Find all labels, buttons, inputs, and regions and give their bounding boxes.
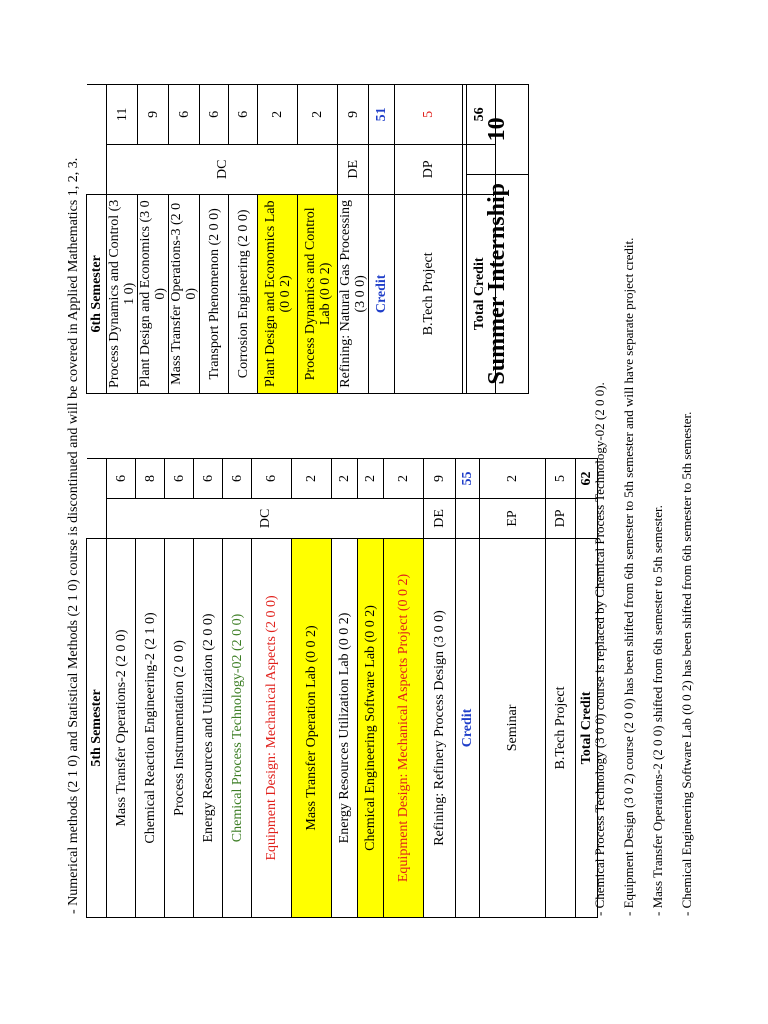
sem5-btech-type: DP — [546, 498, 576, 538]
sem5-credit: 2 — [384, 459, 424, 499]
notes-list — [585, 238, 701, 916]
sem5-course: Refining: Refinery Process Design (3 0 0) — [424, 538, 456, 917]
sem6-header: 6th Semester — [87, 194, 107, 393]
sem5-course: Chemical Process Technology-02 (2 0 0) — [223, 538, 252, 917]
sem6-course: Process Dynamics and Control (3 1 0) — [107, 194, 138, 393]
sem6-credit: 11 — [107, 85, 138, 145]
sem5-header: 5th Semester — [87, 538, 107, 917]
sem5-course: Mass Transfer Operations-2 (2 0 0) — [107, 538, 136, 917]
sem5-credit: 2 — [358, 459, 384, 499]
sem5-dc: DC — [107, 498, 424, 538]
sem5-course: Mass Transfer Operation Lab (0 0 2) — [292, 538, 332, 917]
sem6-course: Process Dynamics and Control Lab (0 0 2) — [298, 194, 338, 393]
sem6-btech-type: DP — [395, 144, 463, 194]
sem6-course: Mass Transfer Operations-3 (2 0 0) — [169, 194, 200, 393]
sem5-total-label: Total Credit — [576, 538, 598, 917]
sem6-course: Corrosion Engineering (2 0 0) — [229, 194, 258, 393]
sem5-credit-label: Credit — [456, 538, 480, 917]
sem6-credit: 2 — [258, 85, 298, 145]
internship-credit: 10 — [467, 85, 529, 175]
note-item: - Equipment Design (3 0 2) course (2 0 0) has been shifted from 6th semester to 5th semester and will have separate project credit. — [621, 237, 636, 916]
sem5-credit: 2 — [292, 459, 332, 499]
sem6-credit-value: 51 — [369, 85, 395, 145]
sem6-dc: DC — [107, 144, 338, 194]
sem5-credit: 6 — [252, 459, 292, 499]
sem6-total-label: Total Credit — [463, 194, 496, 393]
sem5-credit: 9 — [424, 459, 456, 499]
sem6-type: DE — [338, 144, 369, 194]
top-note: - Numerical methods (2 1 0) and Statistical Methods (2 1 0) course is discontinued and will be covered in Applied Mathematics 1, 2, 3. — [66, 157, 81, 914]
sem6-course: Refining: Natural Gas Processing (3 0 0) — [338, 194, 369, 393]
sem5-credit: 6 — [165, 459, 194, 499]
sem6-credit: 6 — [229, 85, 258, 145]
sem6-btech-credit: 5 — [395, 85, 463, 145]
sem6-credit-label: Credit — [369, 194, 395, 393]
note-item: - Mass Transfer Operations-2 (2 0 0) shifted from 6th semester to 5th semester. — [650, 505, 665, 916]
internship-label: Summer Internship — [467, 174, 529, 393]
internship-box — [466, 84, 529, 394]
sem5-course: Equipment Design: Mechanical Aspects Project (0 0 2) — [384, 538, 424, 917]
sem6-btech: B.Tech Project — [395, 194, 463, 393]
sem5-seminar: Seminar — [480, 538, 546, 917]
sem6-total-value: 56 — [463, 85, 496, 145]
sem5-seminar-type: EP — [480, 498, 546, 538]
sem6-credit: 6 — [169, 85, 200, 145]
sem6-course: Plant Design and Economics Lab (0 0 2) — [258, 194, 298, 393]
sem5-credit: 8 — [136, 459, 165, 499]
sem6-credit: 9 — [338, 85, 369, 145]
sem5-course: Process Instrumentation (2 0 0) — [165, 538, 194, 917]
sem5-credit-value: 55 — [456, 459, 480, 499]
sem5-seminar-credit: 2 — [480, 459, 546, 499]
sem5-course: Energy Resources Utilization Lab (0 0 2) — [332, 538, 358, 917]
sem5-course: Energy Resources and Utilization (2 0 0) — [194, 538, 223, 917]
sem5-total-value: 62 — [576, 459, 598, 499]
sem5-type: DE — [424, 498, 456, 538]
sem5-table — [86, 458, 598, 918]
sem5-course: Chemical Reaction Engineering-2 (2 1 0) — [136, 538, 165, 917]
note-item: - Chemical Process Technology (3 0 0) course is replaced by Chemical Process Technology-02 (2 0 0). — [592, 382, 607, 916]
sem5-credit: 6 — [223, 459, 252, 499]
note-item: - Chemical Engineering Software Lab (0 0 2) has been shifted from 6th semester to 5th semester. — [679, 411, 694, 916]
sem5-btech-credit: 5 — [546, 459, 576, 499]
sem5-credit: 2 — [332, 459, 358, 499]
sem5-credit: 6 — [107, 459, 136, 499]
sem6-credit: 2 — [298, 85, 338, 145]
sem6-credit: 6 — [200, 85, 229, 145]
sem6-table — [86, 84, 496, 394]
sem6-course: Plant Design and Economics (3 0 0) — [138, 194, 169, 393]
sem6-credit: 9 — [138, 85, 169, 145]
sem5-credit: 6 — [194, 459, 223, 499]
sem5-btech: B.Tech Project — [546, 538, 576, 917]
sem6-course: Transport Phenomenon (2 0 0) — [200, 194, 229, 393]
sem5-course: Equipment Design: Mechanical Aspects (2 0 0) — [252, 538, 292, 917]
sem5-course: Chemical Engineering Software Lab (0 0 2) — [358, 538, 384, 917]
